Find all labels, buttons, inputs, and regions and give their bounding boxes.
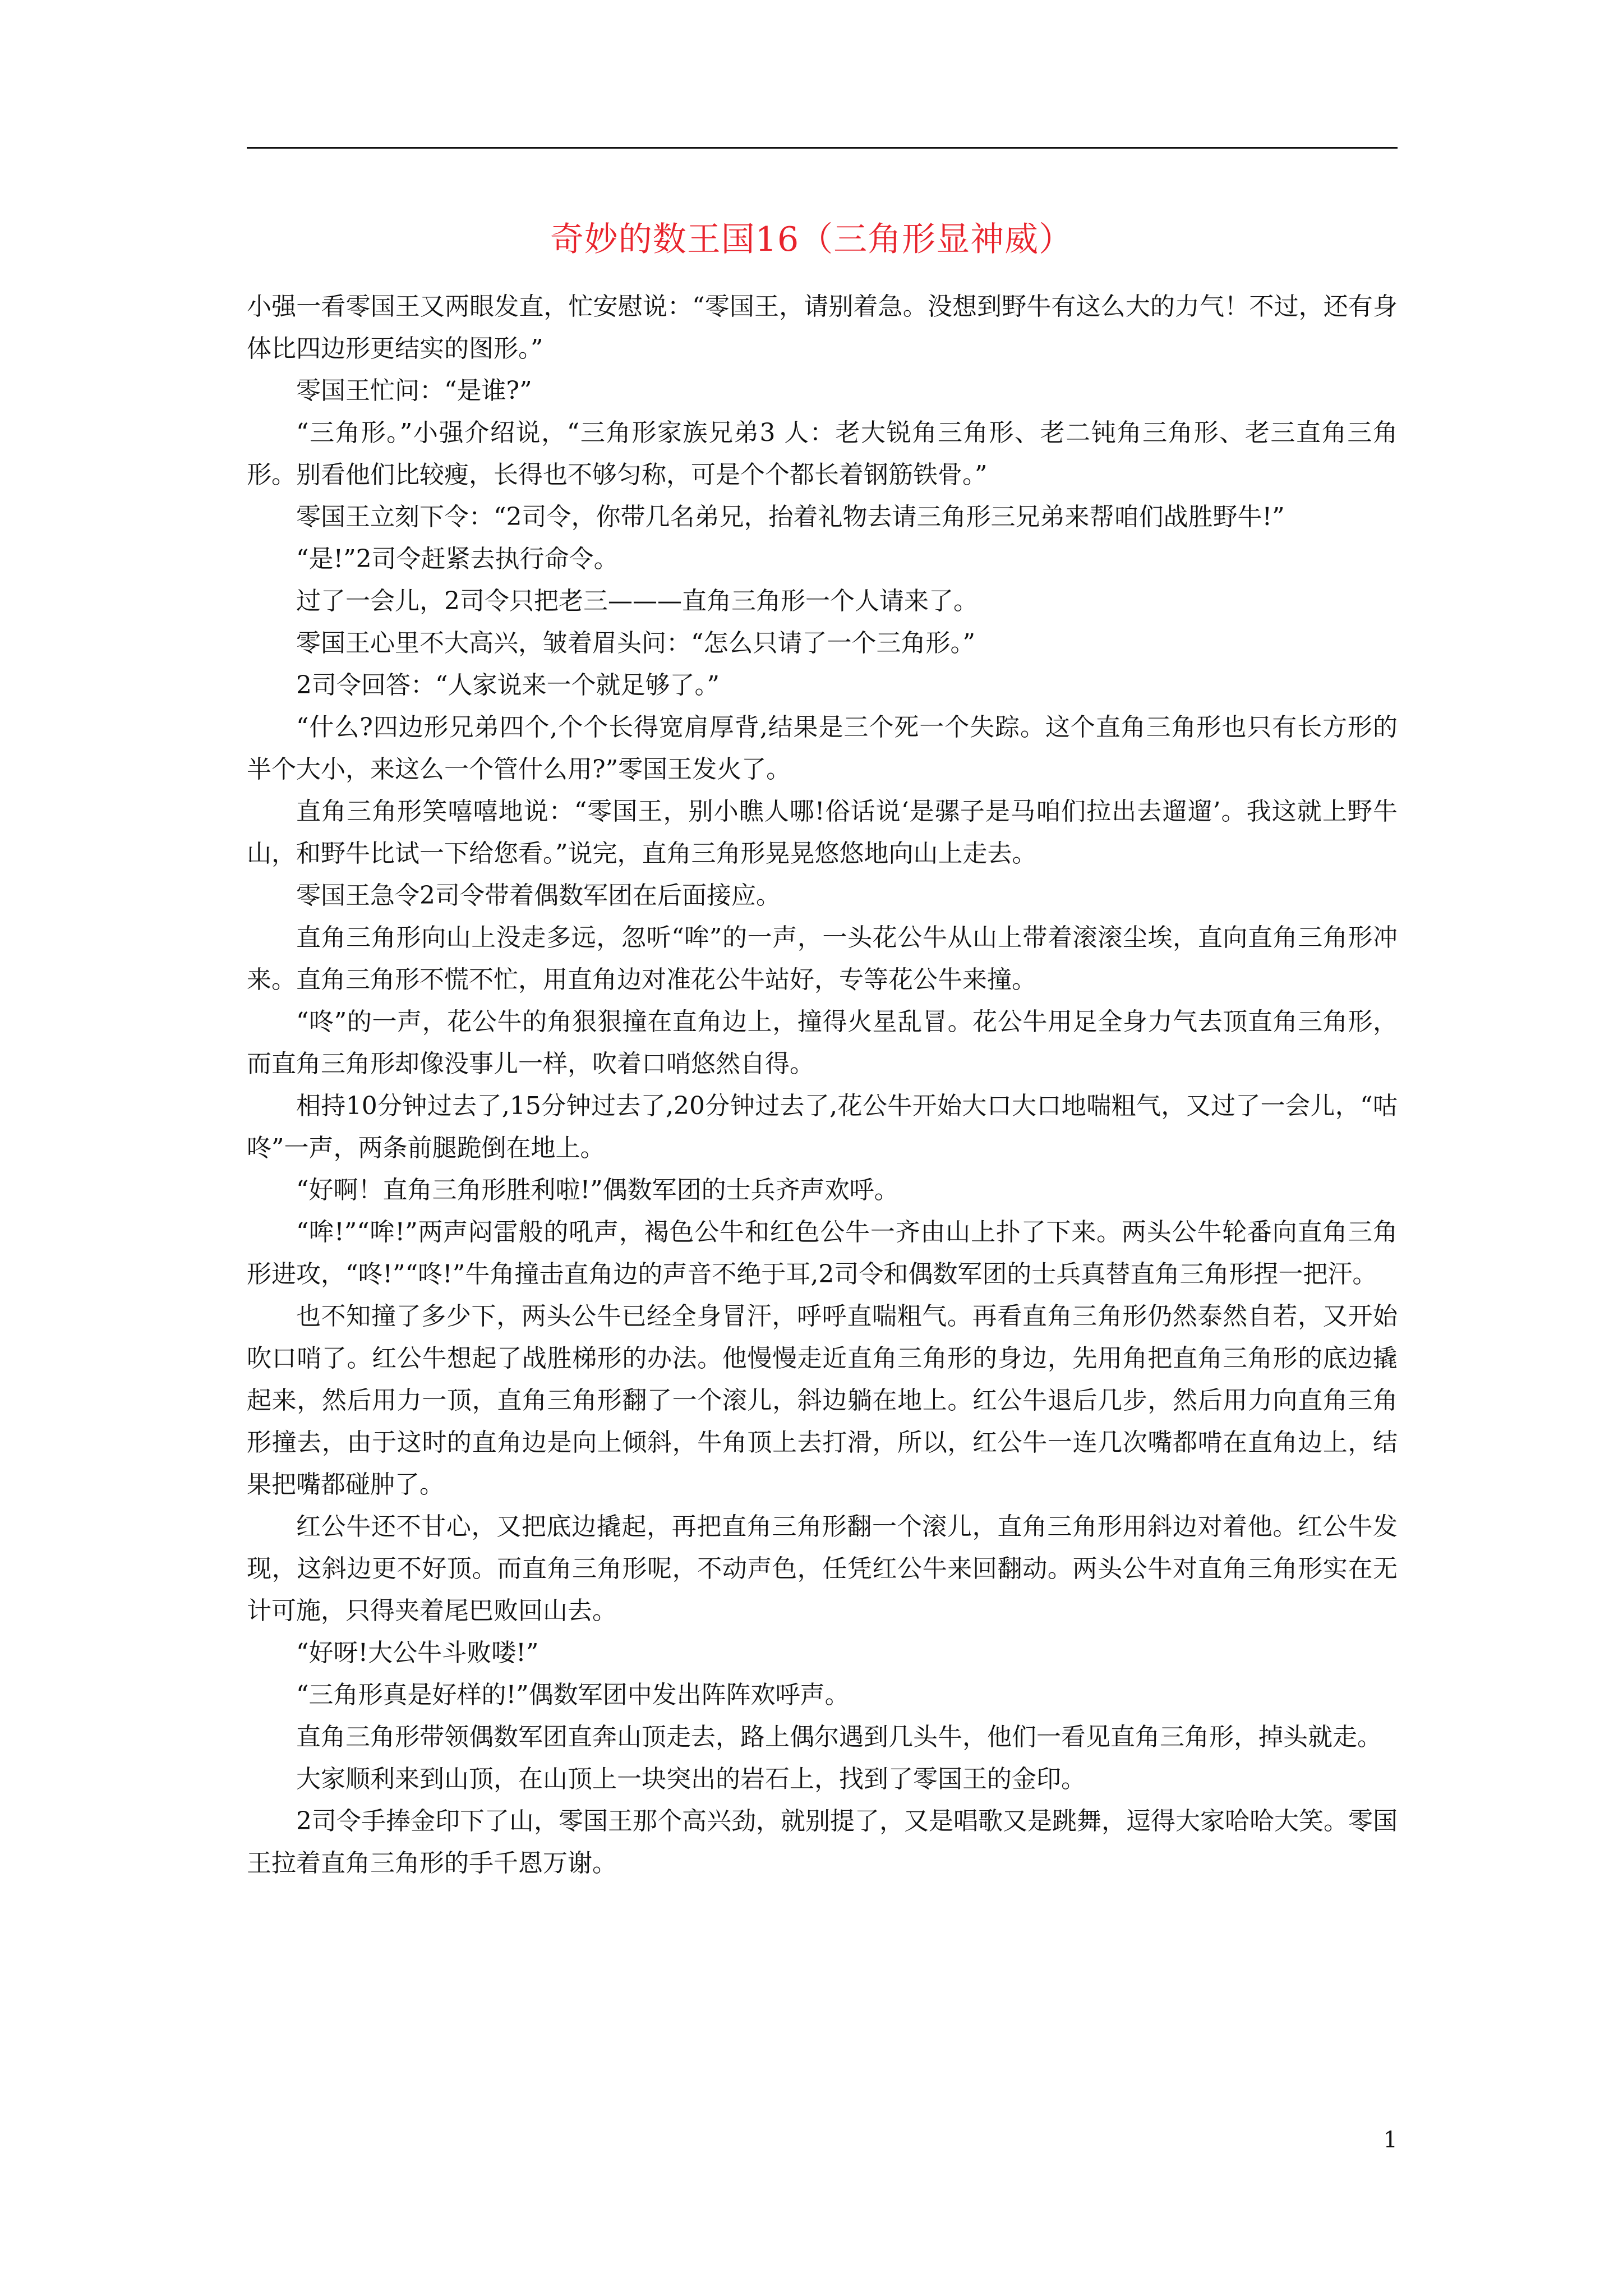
paragraph: 也不知撞了多少下，两头公牛已经全身冒汗，呼呼直喘粗气。再看直角三角形仍然泰然自若，又开始吹口哨了。红公牛想起了战胜梯形的办法。他慢慢走近直角三角形的身边，先用角把直角三角形的底边撬起来，然后用力一顶，直角三角形翻了一个滚儿，斜边躺在地上。红公牛退后几步，然后用力向直角三角形撞去，由于这时的直角边是向上倾斜，牛角顶上去打滑，所以，红公牛一连几次嘴都啃在直角边上，结果把嘴都碰肿了。	[247, 1302, 1398, 1499]
paragraph: “是!”2司令赶紧去执行命令。	[296, 545, 619, 573]
paragraph: “好呀!大公牛斗败喽!”	[296, 1639, 539, 1667]
paragraph: 大家顺利来到山顶，在山顶上一块突出的岩石上，找到了零国王的金印。	[296, 1765, 1086, 1793]
paragraph: “三角形真是好样的!”偶数军团中发出阵阵欢呼声。	[296, 1681, 850, 1709]
paragraph: “什么?四边形兄弟四个,个个长得宽肩厚背,结果是三个死一个失踪。这个直角三角形也只有长方形的半个大小，来这么一个管什么用?”零国王发火了。	[247, 713, 1398, 784]
paragraph: 红公牛还不甘心，又把底边撬起，再把直角三角形翻一个滚儿，直角三角形用斜边对着他。红公牛发现，这斜边更不好顶。而直角三角形呢，不动声色，任凭红公牛来回翻动。两头公牛对直角三角形实在无计可施，只得夹着尾巴败回山去。	[247, 1512, 1398, 1625]
paragraph: 小强一看零国王又两眼发直，忙安慰说：“零国王，请别着急。没想到野牛有这么大的力气！不过，还有身体比四边形更结实的图形。”	[247, 292, 1398, 363]
paragraph: “咚”的一声，花公牛的角狠狠撞在直角边上，撞得火星乱冒。花公牛用足全身力气去顶直角三角形，而直角三角形却像没事儿一样，吹着口哨悠然自得。	[247, 1007, 1398, 1078]
paragraph: 相持10分钟过去了,15分钟过去了,20分钟过去了,花公牛开始大口大口地喘粗气，又过了一会儿，“咕咚”一声，两条前腿跪倒在地上。	[247, 1092, 1398, 1162]
paragraph: 直角三角形向山上没走多远，忽听“哞”的一声，一头花公牛从山上带着滚滚尘埃，直向直角三角形冲来。直角三角形不慌不忙，用直角边对准花公牛站好，专等花公牛来撞。	[247, 923, 1398, 994]
paragraph: 直角三角形带领偶数军团直奔山顶走去，路上偶尔遇到几头牛，他们一看见直角三角形，掉头就走。	[296, 1723, 1382, 1751]
paragraph: “三角形。”小强介绍说，“三角形家族兄弟3 人：老大锐角三角形、老二钝角三角形、老三直角三角形。别看他们比较瘦，长得也不够匀称，可是个个都长着钢筋铁骨。”	[247, 418, 1398, 489]
document-body	[247, 286, 1398, 1884]
paragraph: 零国王心里不大高兴，皱着眉头问：“怎么只请了一个三角形。”	[296, 629, 975, 657]
paragraph: 零国王忙问：“是谁?”	[296, 376, 532, 405]
document-title: 奇妙的数王国16（三角形显神威）	[550, 220, 1073, 259]
paragraph: 2司令回答：“人家说来一个就足够了。”	[296, 671, 720, 700]
page-number: 1	[1383, 2127, 1398, 2153]
header-rule	[247, 147, 1398, 149]
paragraph: 2司令手捧金印下了山，零国王那个高兴劲，就别提了，又是唱歌又是跳舞，逗得大家哈哈大笑。零国王拉着直角三角形的手千恩万谢。	[247, 1807, 1398, 1878]
paragraph: “哞!”“哞!”两声闷雷般的吼声，褐色公牛和红色公牛一齐由山上扑了下来。两头公牛轮番向直角三角形进攻，“咚!”“咚!”牛角撞击直角边的声音不绝于耳,2司令和偶数军团的士兵真替直角三角形捏一把汗。	[247, 1218, 1398, 1289]
paragraph: 过了一会儿，2司令只把老三———直角三角形一个人请来了。	[296, 587, 978, 615]
paragraph: “好啊！直角三角形胜利啦!”偶数军团的士兵齐声欢呼。	[296, 1176, 899, 1204]
paragraph: 零国王立刻下令：“2司令，你带几名弟兄，抬着礼物去请三角形三兄弟来帮咱们战胜野牛!”	[296, 503, 1285, 531]
paragraph: 直角三角形笑嘻嘻地说：“零国王，别小瞧人哪!俗话说‘是骡子是马咱们拉出去遛遛’。我这就上野牛山，和野牛比试一下给您看。”说完，直角三角形晃晃悠悠地向山上走去。	[247, 797, 1398, 868]
paragraph: 零国王急令2司令带着偶数军团在后面接应。	[296, 881, 781, 910]
